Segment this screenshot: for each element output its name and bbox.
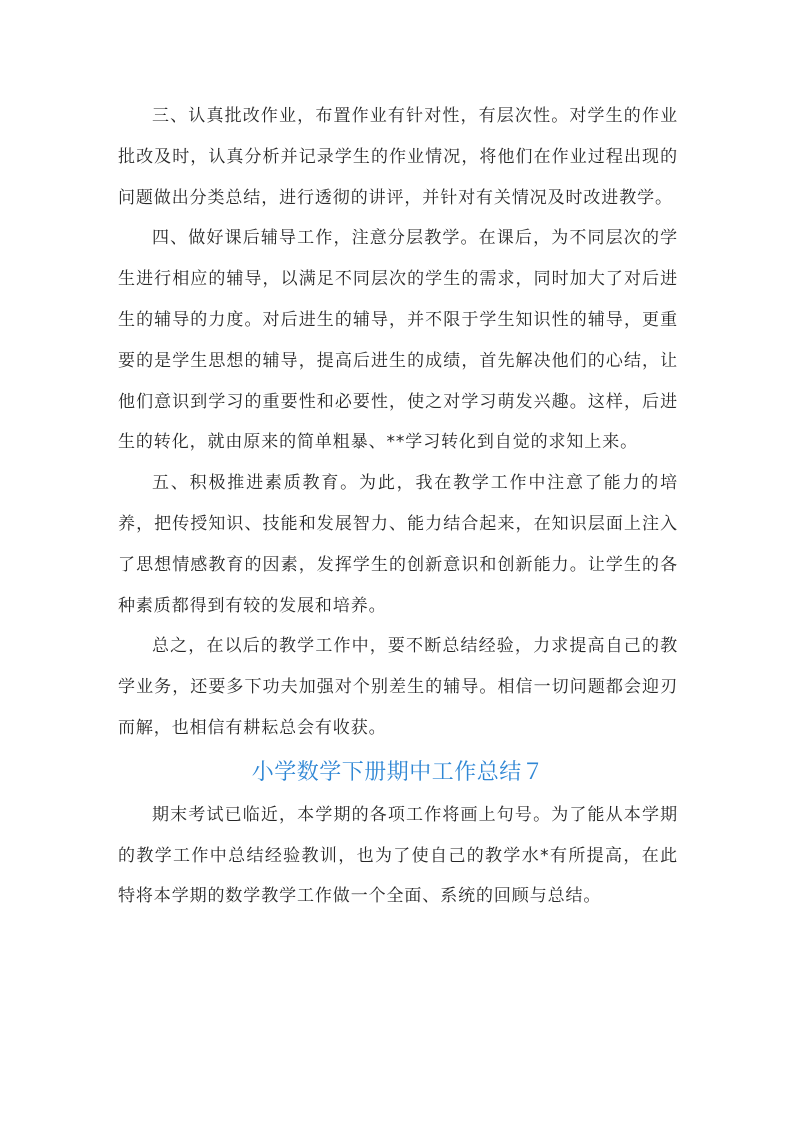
section-title: 小学数学下册期中工作总结７ (251, 759, 545, 785)
paragraph-tutoring: 四、做好课后辅导工作，注意分层教学。在课后，为不同层次的学生进行相应的辅导，以满足不同层次的学生的需求，同时加大了对后进生的辅导的力度。对后进生的辅导，并不限于学生知识性的辅导，更重要的是学生思想的辅导，提高后进生的成绩，首先解决他们的心结，让他们意识到学习的重要性和必要性，使之对学习萌发兴趣。这样，后进生的转化，就由原来的简单粗暴、**学习转化到自觉的求知上来。 (118, 228, 678, 453)
paragraph-quality-education: 五、积极推进素质教育。为此，我在教学工作中注意了能力的培养，把传授知识、技能和发展智力、能力结合起来，在知识层面上注入了思想情感教育的因素，发挥学生的创新意识和创新能力。让学生的各种素质都得到有较的发展和培养。 (118, 473, 678, 616)
paragraph-homework: 三、认真批改作业，布置作业有针对性，有层次性。对学生的作业批改及时，认真分析并记录学生的作业情况，将他们在作业过程出现的问题做出分类总结，进行透彻的讲评，并针对有关情况及时改进教学。 (118, 106, 678, 208)
paragraph-conclusion: 总之，在以后的教学工作中，要不断总结经验，力求提高自己的教学业务，还要多下功夫加强对个别差生的辅导。相信一切问题都会迎刃而解，也相信有耕耘总会有收获。 (118, 636, 678, 738)
paragraph-intro: 期末考试已临近，本学期的各项工作将画上句号。为了能从本学期的教学工作中总结经验教训，也为了使自己的教学水*有所提高，在此特将本学期的数学教学工作做一个全面、系统的回顾与总结。 (118, 804, 678, 907)
document-page (118, 96, 678, 917)
